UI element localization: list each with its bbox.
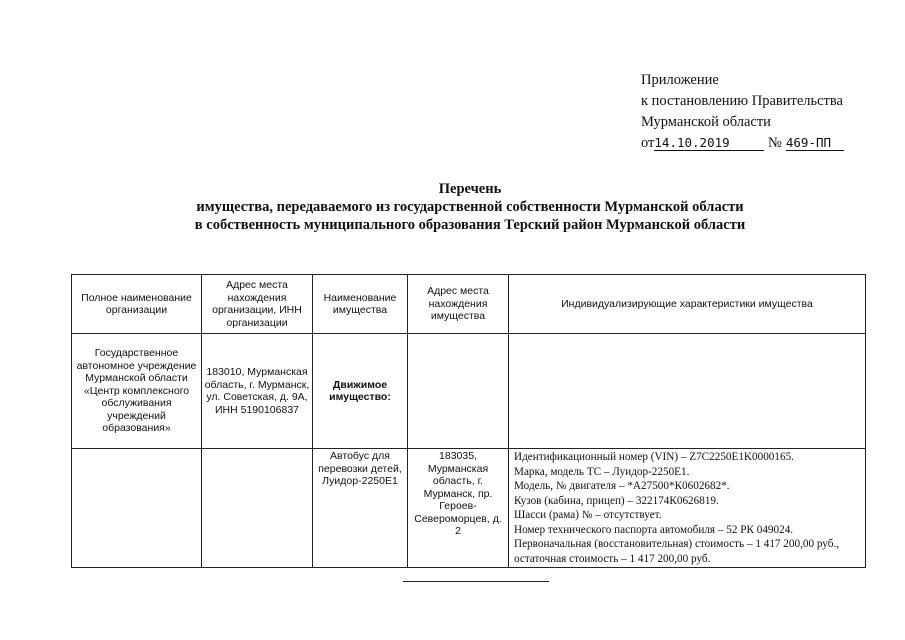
characteristic-line: Модель, № двигателя – *А27500*К0602682*.: [514, 480, 730, 492]
property-address-cell: 183035, Мурманская область, г. Мурманск, пр. Героев-Североморцев, д. 2: [408, 449, 509, 568]
appendix-line-2: к постановлению Правительства: [641, 93, 843, 109]
title-line-3: в собственность муниципального образования Терский район Мурманской области: [194, 217, 746, 233]
table-row: [72, 449, 866, 568]
number-prefix: №: [768, 135, 782, 151]
document-title: [140, 180, 800, 234]
empty-cell: [408, 334, 509, 449]
header-property-address: Адрес места нахождения имущества: [408, 275, 509, 334]
property-table: [71, 274, 866, 568]
title-line-1: Перечень: [438, 181, 502, 197]
header-property-name: Наименование имущества: [313, 275, 408, 334]
property-category-cell: Движимое имущество:: [313, 334, 408, 449]
characteristic-line: Идентификационный номер (VIN) – Z7C2250E1K0000165.: [514, 451, 794, 463]
end-divider: [403, 581, 549, 582]
org-name-cell: Государственное автономное учреждение Мурманской области «Центр комплексного обслуживания учреждений образования»: [72, 334, 202, 449]
resolution-number: 469-ПП: [786, 135, 844, 151]
empty-cell: [202, 449, 313, 568]
resolution-date: 14.10.2019: [654, 135, 764, 151]
empty-cell: [509, 334, 866, 449]
characteristic-line: Первоначальная (восстановительная) стоимость – 1 417 200,00 руб.,: [514, 538, 840, 550]
header-org-name: Полное наименование организации: [72, 275, 202, 334]
header-org-address: Адрес места нахождения организации, ИНН организации: [202, 275, 313, 334]
empty-cell: [72, 449, 202, 568]
date-prefix: от: [641, 135, 655, 151]
table-header-row: [72, 275, 866, 334]
appendix-line-1: Приложение: [641, 72, 719, 88]
characteristic-line: Шасси (рама) № – отсутствует.: [514, 509, 662, 521]
characteristic-line: Кузов (кабина, прицеп) – 322174К0626819.: [514, 494, 719, 507]
table-row: [72, 334, 866, 449]
appendix-date-row: [641, 133, 844, 154]
characteristics-cell: [509, 449, 866, 568]
characteristic-line: Марка, модель ТС – Луидор-2250Е1.: [514, 465, 690, 478]
header-characteristics: Индивидуализирующие характеристики имущества: [509, 275, 866, 334]
org-address-cell: 183010, Мурманская область, г. Мурманск, ул. Советская, д. 9А, ИНН 5190106837: [202, 334, 313, 449]
characteristic-line: Номер технического паспорта автомобиля – 52 РК 049024.: [514, 523, 794, 536]
characteristic-line: остаточная стоимость – 1 417 200,00 руб.: [514, 552, 711, 565]
title-line-2: имущества, передаваемого из государственной собственности Мурманской области: [196, 199, 744, 215]
appendix-block: [641, 70, 844, 154]
appendix-line-3: Мурманской области: [641, 114, 771, 130]
property-name-cell: Автобус для перевозки детей, Луидор-2250Е1: [313, 449, 408, 568]
